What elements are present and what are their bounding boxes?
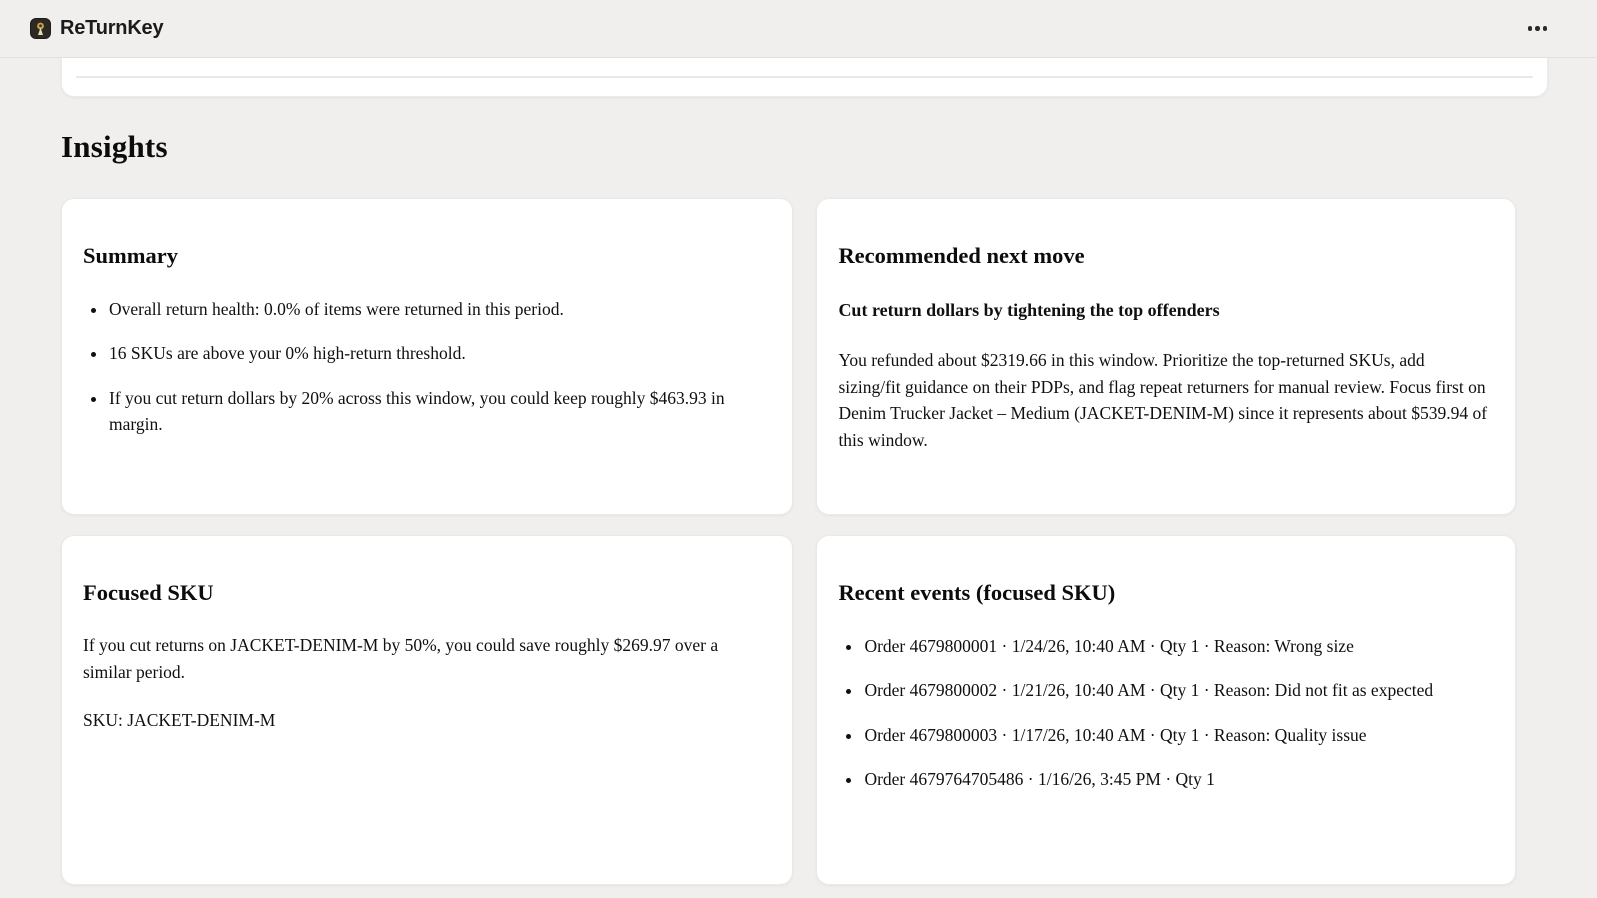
summary-bullet: • Overall return health: 0.0% of items were returned in this period.	[108, 296, 768, 322]
recommendation-body: You refunded about $2319.66 in this window. Prioritize the top-returned SKUs, add sizing/fit guidance on their PDPs, and flag repeat returners for manual review. Focus first on Denim Trucker Jacket – Medium (JACKET-DENIM-M) since it represents about $539.94 of this window.	[838, 350, 1488, 450]
scrolled-card-partial	[61, 58, 1548, 97]
event-item: • Order 4679800003 · 1/17/26, 10:40 AM · Qty 1 · Reason: Quality issue	[863, 722, 1491, 748]
brand	[30, 17, 163, 40]
ellipsis-icon	[1543, 26, 1548, 31]
recommendation-headline: Cut return dollars by tightening the top offenders	[838, 300, 1220, 320]
recent-events-list	[838, 633, 1491, 792]
recent-events-card-title: Recent events (focused SKU)	[838, 580, 1116, 605]
summary-card	[61, 198, 793, 515]
recommendation-card-title: Recommended next move	[838, 243, 1085, 268]
focused-sku-label: SKU: JACKET-DENIM-M	[83, 710, 276, 731]
focused-sku-card-title: Focused SKU	[83, 580, 214, 605]
event-item: • Order 4679764705486 · 1/16/26, 3:45 PM · Qty 1	[863, 766, 1491, 792]
focused-sku-card	[61, 535, 793, 885]
app-logo-icon	[30, 18, 51, 39]
insights-page	[0, 58, 1597, 885]
card-divider	[76, 76, 1533, 78]
summary-bullet-list	[83, 296, 768, 437]
summary-bullet: • 16 SKUs are above your 0% high-return threshold.	[108, 340, 768, 366]
event-item: • Order 4679800001 · 1/24/26, 10:40 AM · Qty 1 · Reason: Wrong size	[863, 633, 1491, 659]
more-menu-button[interactable]	[1524, 20, 1552, 37]
ellipsis-icon	[1535, 26, 1540, 31]
page-title: Insights	[61, 129, 168, 164]
summary-bullet: • If you cut return dollars by 20% across this window, you could keep roughly $463.93 in margin.	[108, 385, 768, 438]
recommendation-card	[816, 198, 1516, 515]
app-title: ReTurnKey	[60, 17, 164, 39]
summary-card-title: Summary	[83, 243, 178, 268]
recent-events-card	[816, 535, 1516, 885]
ellipsis-icon	[1528, 26, 1533, 31]
insights-grid	[61, 198, 1516, 885]
event-item: • Order 4679800002 · 1/21/26, 10:40 AM · Qty 1 · Reason: Did not fit as expected	[863, 677, 1491, 703]
focused-sku-body: If you cut returns on JACKET-DENIM-M by 50%, you could save roughly $269.97 over a similar period.	[83, 635, 719, 682]
top-bar	[0, 0, 1597, 58]
